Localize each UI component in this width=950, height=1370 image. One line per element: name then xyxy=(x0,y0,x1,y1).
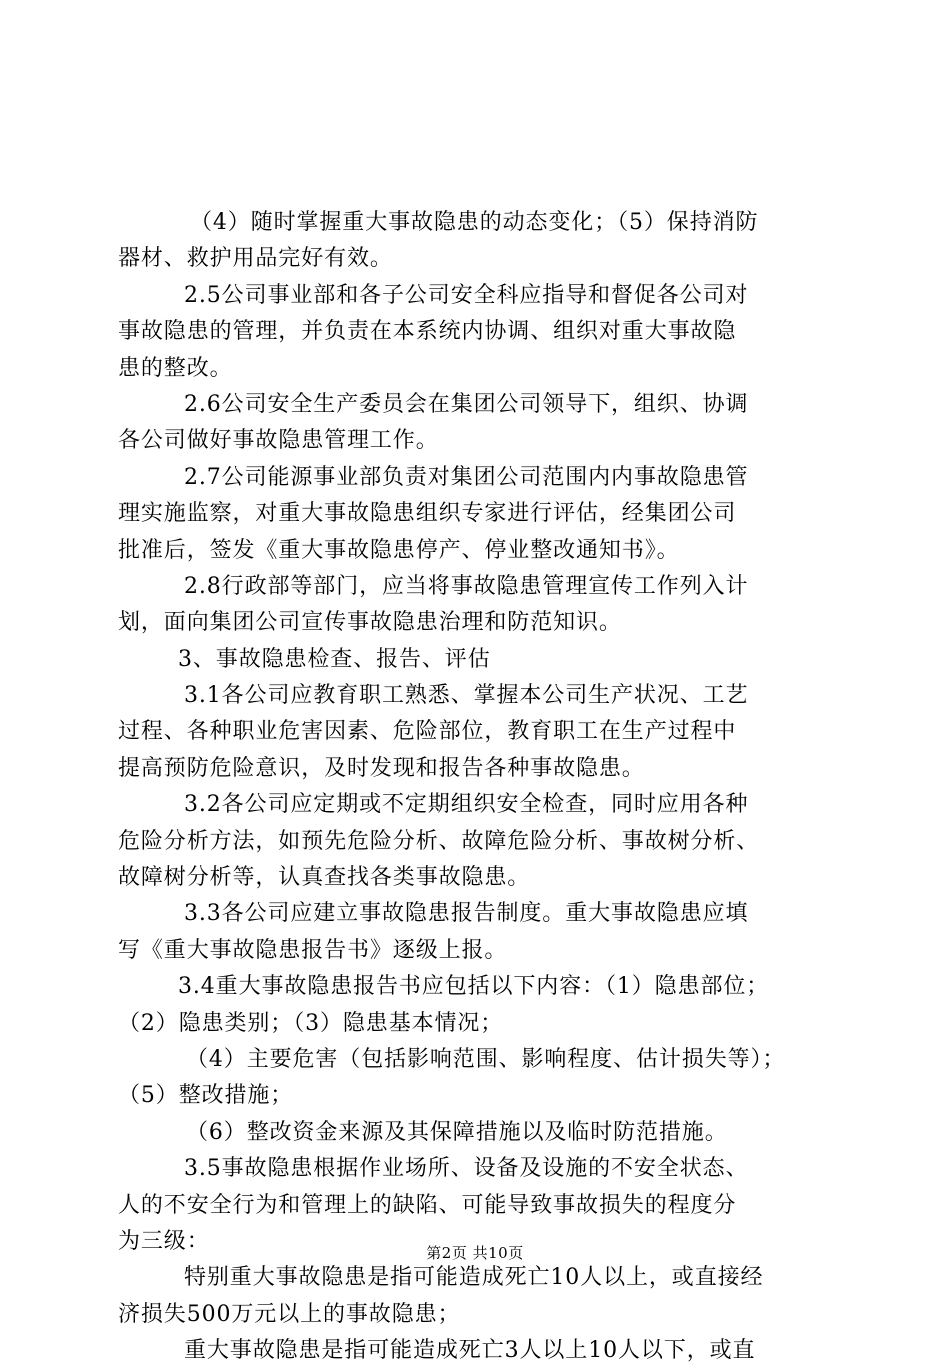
text-line: 为三级： xyxy=(118,1228,210,1254)
text-line: 3.1各公司应教育职工熟悉、掌握本公司生产状况、工艺 xyxy=(184,683,749,709)
text-line: 过程、各种职业危害因素、危险部位，教育职工在生产过程中 xyxy=(118,719,737,745)
text-line: 理实施监察，对重大事故隐患组织专家进行评估，经集团公司 xyxy=(118,501,737,527)
text-line: 2.8行政部等部门，应当将事故隐患管理宣传工作列入计 xyxy=(184,573,749,599)
text-line: 3.3各公司应建立事故隐患报告制度。重大事故隐患应填 xyxy=(184,901,749,927)
text-line: 2.6公司安全生产委员会在集团公司领导下，组织、协调 xyxy=(184,391,749,417)
text-line: 器材、救护用品完好有效。 xyxy=(118,246,393,272)
text-line: （2）隐患类别；（3）隐患基本情况； xyxy=(118,1010,504,1036)
text-line: 批准后，签发《重大事故隐患停产、停业整改通知书》。 xyxy=(118,537,680,563)
text-line: 各公司做好事故隐患管理工作。 xyxy=(118,428,439,454)
page-footer: 第2页 共10页 xyxy=(426,1244,524,1262)
text-line: 故障树分析等，认真查找各类事故隐患。 xyxy=(118,865,531,891)
text-line: 危险分析方法，如预先危险分析、故障危险分析、事故树分析、 xyxy=(118,828,760,854)
text-line: 患的整改。 xyxy=(118,355,233,381)
text-line: 提高预防危险意识，及时发现和报告各种事故隐患。 xyxy=(118,755,645,781)
text-line: 3.4重大事故隐患报告书应包括以下内容：（1）隐患部位； xyxy=(178,974,770,1000)
text-line: 3.2各公司应定期或不定期组织安全检查，同时应用各种 xyxy=(184,792,749,818)
text-line: 3.5事故隐患根据作业场所、设备及设施的不安全状态、 xyxy=(184,1156,749,1182)
text-line: （4）随时掌握重大事故隐患的动态变化；（5）保持消防 xyxy=(190,210,759,235)
text-line: 重大事故隐患是指可能造成死亡3人以上10人以下，或直 xyxy=(184,1338,756,1364)
text-line: 2.7公司能源事业部负责对集团公司范围内内事故隐患管 xyxy=(184,464,749,490)
text-line: 写《重大事故隐患报告书》逐级上报。 xyxy=(118,937,508,963)
document-body xyxy=(118,205,838,1370)
text-line: 事故隐患的管理，并负责在本系统内协调、组织对重大事故隐 xyxy=(118,319,737,345)
text-line: （4）主要危害（包括影响范围、影响程度、估计损失等）； xyxy=(186,1046,786,1072)
text-line: 3、事故隐患检查、报告、评估 xyxy=(178,646,491,672)
text-line: 人的不安全行为和管理上的缺陷、可能导致事故损失的程度分 xyxy=(118,1192,737,1218)
text-line: 济损失500万元以上的事故隐患； xyxy=(118,1301,461,1327)
text-line: （6）整改资金来源及其保障措施以及临时防范措施。 xyxy=(186,1119,728,1145)
text-line: 2.5公司事业部和各子公司安全科应指导和督促各公司对 xyxy=(184,282,749,308)
text-line: 划，面向集团公司宣传事故隐患治理和防范知识。 xyxy=(118,610,622,636)
text-line: 特别重大事故隐患是指可能造成死亡10人以上，或直接经 xyxy=(184,1265,764,1291)
text-line: （5）整改措施； xyxy=(118,1083,294,1109)
